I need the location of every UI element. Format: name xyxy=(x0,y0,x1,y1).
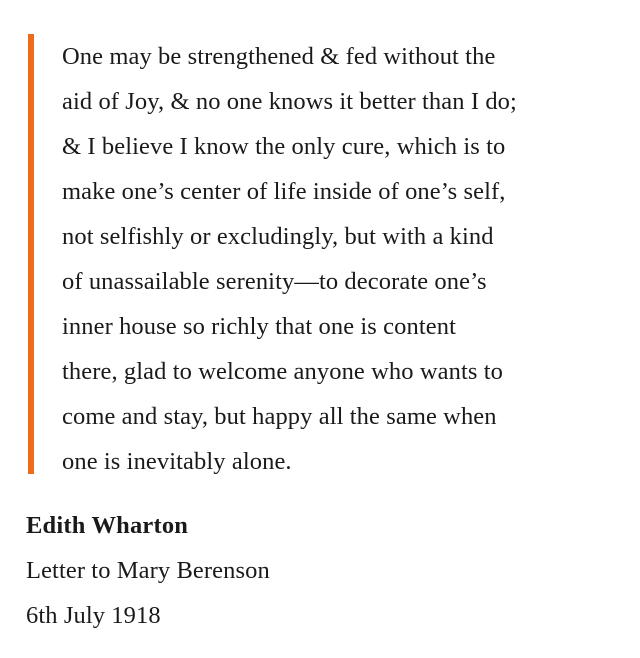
quote-line: One may be strengthened & fed without the xyxy=(62,43,496,70)
quote-line: come and stay, but happy all the same when xyxy=(62,403,497,430)
attribution xyxy=(26,503,616,638)
quote-line: not selfishly or excludingly, but with a kind xyxy=(62,223,494,250)
quote-line: there, glad to welcome anyone who wants to xyxy=(62,358,503,385)
quote-block xyxy=(28,34,618,474)
quote-date: 6th July 1918 xyxy=(26,602,161,629)
quote-line: inner house so richly that one is content xyxy=(62,313,456,340)
quote-line: one is inevitably alone. xyxy=(62,448,292,475)
quote-line: of unassailable serenity—to decorate one’s xyxy=(62,268,487,295)
quote-line: make one’s center of life inside of one’s self, xyxy=(62,178,506,205)
quote-line: aid of Joy, & no one knows it better than I do; xyxy=(62,88,517,115)
quote-source: Letter to Mary Berenson xyxy=(26,557,270,584)
quote-line: & I believe I know the only cure, which is to xyxy=(62,133,506,160)
author-name: Edith Wharton xyxy=(26,512,189,539)
